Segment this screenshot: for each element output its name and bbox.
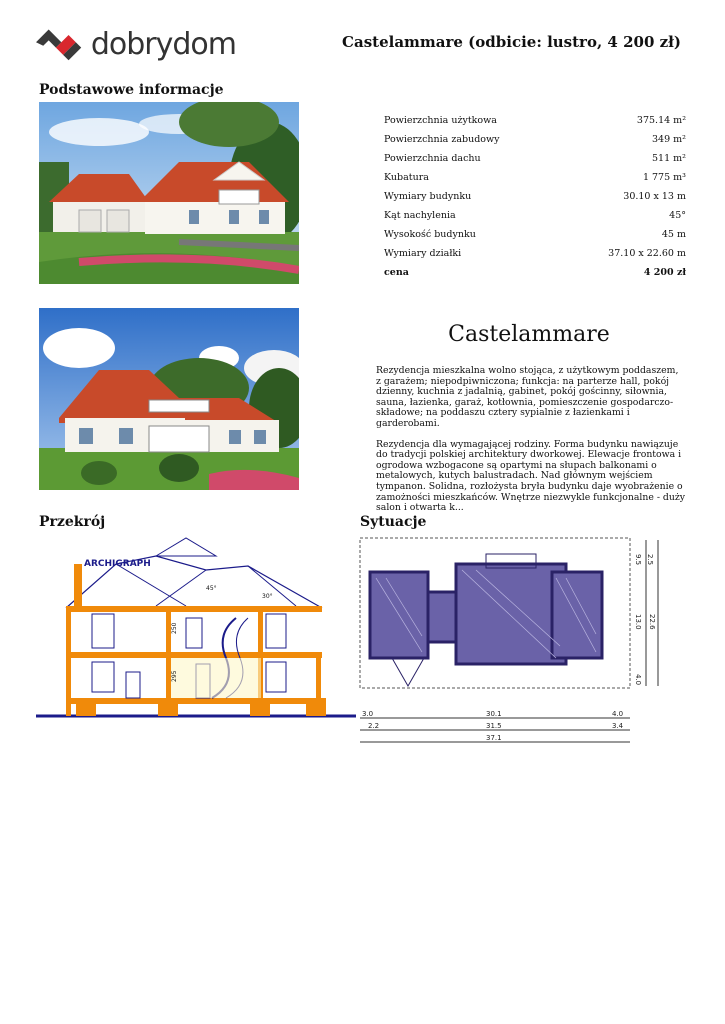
situation-heading: Sytuacje [360,514,427,530]
dim-label: 3.4 [612,722,624,730]
dim-label: 9.5 [634,554,642,566]
cross-section-drawing [36,534,356,734]
brand-logo[interactable] [36,22,236,66]
height-label: 295 [171,670,178,682]
spec-row-price: cena 4 200 zł [384,267,686,278]
spec-row: Kąt nachylenia 45° [384,210,686,221]
dim-label: 2.5 [646,554,654,566]
house-name: Castelammare [448,322,610,347]
spec-row: Powierzchnia dachu 511 m² [384,153,686,164]
spec-row: Wymiary budynku 30.10 x 13 m [384,191,686,202]
house-photo-garden [39,308,299,490]
brand-name: dobrydom [90,26,236,62]
angle-label: 45° [206,585,217,592]
dim-label: 13.0 [634,614,642,630]
description-paragraph: Rezydencja mieszkalna wolno stojąca, z użytkowym poddaszem, z garażem; niepodpiwniczona; funkcja: na parterze hall, pokój dzienny, kuchnia z jadalnią, gabinet, pokój gościnny, siłownia, sauna, łazienka, garaż, kotłownia, pomieszczenie gospodarczo-składowe; na poddaszu cztery sypialnie z łazienkami i garderobami. [376,365,679,429]
description-paragraph: Rezydencja dla wymagającej rodziny. Forma budynku nawiązuje do tradycji polskiej architektury dworkowej. Elewacje frontowa i ogrodowa wzbogacone są opartymi na słupach balkonami o metalowych, kutych balustradach. Nad głównym wejściem tympanon. Solidna, rozłożysta bryła budynku daje wyobrażenie o zamożności mieszkańców. Wnętrze niezwykle funkcjonalne - duży salon i otwarta k... [376,438,686,514]
dim-label: 4.0 [634,674,642,686]
spec-row: Kubatura 1 775 m³ [384,172,686,183]
site-plan-drawing [356,534,676,750]
dim-label: 30.1 [486,710,502,718]
spec-row: Wysokość budynku 45 m [384,229,686,240]
dim-label: 22.6 [648,614,656,630]
basic-info-heading: Podstawowe informacje [39,82,224,98]
dobrydom-logo-icon [36,24,85,64]
dim-label: 4.0 [612,710,624,718]
angle-label: 30° [262,593,273,600]
description [376,366,686,524]
house-photo-front [39,102,299,284]
cross-section-heading: Przekrój [39,514,106,530]
document-title: Castelammare (odbicie: lustro, 4 200 zł) [342,33,681,51]
specs-table [384,111,686,282]
dim-label: 2.2 [368,722,380,730]
dim-label: 31.5 [486,722,502,730]
height-label: 250 [171,622,178,634]
spec-row: Powierzchnia użytkowa 375.14 m² [384,115,686,126]
dim-label: 37.1 [486,734,502,742]
spec-row: Powierzchnia zabudowy 349 m² [384,134,686,145]
dim-label: 3.0 [362,710,374,718]
spec-row: Wymiary działki 37.10 x 22.60 m [384,248,686,259]
archigraph-watermark: ARCHIGRAPH [84,559,151,569]
